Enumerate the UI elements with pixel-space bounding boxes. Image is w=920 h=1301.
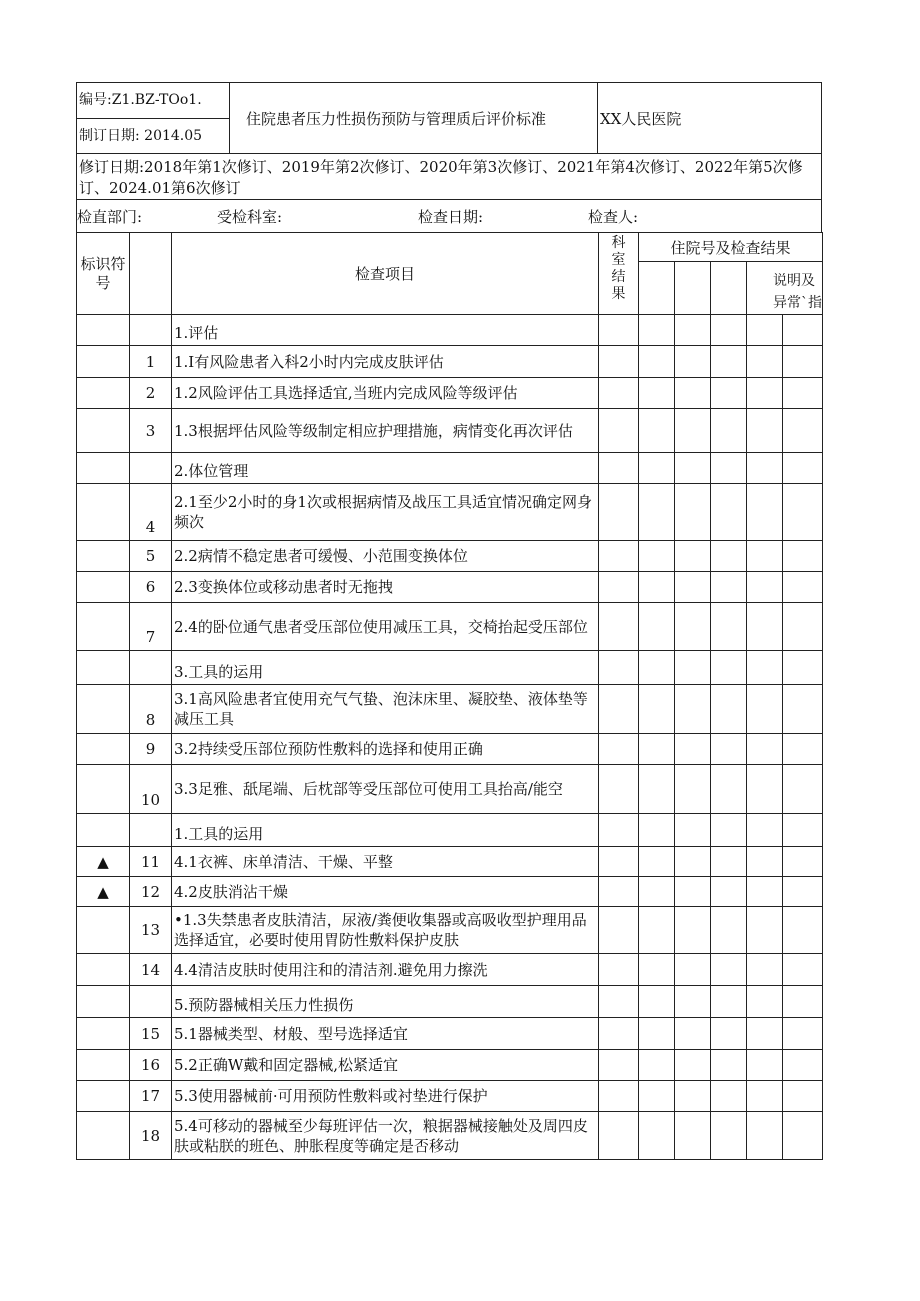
admission-result-cell[interactable] xyxy=(747,907,783,954)
check-item: 5.3使用器械前·可用预防性敷料或衬垫进行保护 xyxy=(172,1081,599,1112)
check-item: 5.1器械类型、材般、型号选择适宜 xyxy=(172,1018,599,1050)
dept-result-cell[interactable] xyxy=(599,1050,639,1081)
admission-result-cell[interactable] xyxy=(711,603,747,651)
row-number xyxy=(130,986,172,1018)
section-heading: 3.工具的运用 xyxy=(172,651,599,685)
admission-result-cell[interactable] xyxy=(639,685,675,734)
admission-result-cell[interactable] xyxy=(711,1018,747,1050)
row-number: 6 xyxy=(130,572,172,603)
admission-result-cell[interactable] xyxy=(639,651,675,685)
section-heading: 1.评估 xyxy=(172,315,599,346)
admission-result-cell[interactable] xyxy=(639,734,675,765)
row-mark xyxy=(77,907,130,954)
dept-result-cell[interactable] xyxy=(599,1081,639,1112)
row-number: 13 xyxy=(130,907,172,954)
admission-result-cell[interactable] xyxy=(639,847,675,877)
admission-result-cell[interactable] xyxy=(711,315,747,346)
admission-result-cell[interactable] xyxy=(747,765,783,814)
admission-result-cell[interactable] xyxy=(711,734,747,765)
check-item: 3.1高风险患者宜使用充气气蛰、泡沫床里、凝胶垫、液体垫等减压工具 xyxy=(172,685,599,734)
check-item: 2.2病情不稳定患者可缓慢、小范围变换体位 xyxy=(172,541,599,572)
note-cell[interactable] xyxy=(783,651,823,685)
admission-result-cell[interactable] xyxy=(639,907,675,954)
admission-result-cell[interactable] xyxy=(639,541,675,572)
row-number xyxy=(130,453,172,484)
admission-result-cell[interactable] xyxy=(675,1081,711,1112)
admission-result-cell[interactable] xyxy=(747,484,783,541)
note-cell[interactable] xyxy=(783,1112,823,1160)
note-cell[interactable] xyxy=(783,847,823,877)
note-cell[interactable] xyxy=(783,685,823,734)
row-mark xyxy=(77,453,130,484)
note-cell[interactable] xyxy=(783,378,823,409)
admission-result-cell[interactable] xyxy=(711,847,747,877)
inspection-info-row xyxy=(77,200,821,232)
admission-result-cell[interactable] xyxy=(747,877,783,907)
row-number: 17 xyxy=(130,1081,172,1112)
note-cell[interactable] xyxy=(783,814,823,847)
row-mark: ▲ xyxy=(77,877,130,907)
admission-result-cell[interactable] xyxy=(711,484,747,541)
admission-result-cell[interactable] xyxy=(711,685,747,734)
row-mark xyxy=(77,378,130,409)
row-number xyxy=(130,651,172,685)
admission-result-cell[interactable] xyxy=(747,603,783,651)
row-mark xyxy=(77,1112,130,1160)
table-row xyxy=(77,685,823,734)
note-cell[interactable] xyxy=(783,453,823,484)
admission-result-cell[interactable] xyxy=(747,651,783,685)
note-cell[interactable] xyxy=(783,907,823,954)
check-item: 4.1衣裤、床单清洁、干燥、平整 xyxy=(172,847,599,877)
admission-result-cell[interactable] xyxy=(675,1050,711,1081)
admission-result-cell[interactable] xyxy=(711,1112,747,1160)
admission-result-cell[interactable] xyxy=(639,954,675,986)
dept-result-cell[interactable] xyxy=(599,541,639,572)
section-heading: 1.工具的运用 xyxy=(172,814,599,847)
table-row xyxy=(77,847,823,877)
note-cell[interactable] xyxy=(783,346,823,378)
admission-result-cell[interactable] xyxy=(747,954,783,986)
column-header-dept-result: 科室结果 xyxy=(599,233,639,315)
admission-result-cell[interactable] xyxy=(675,877,711,907)
row-number xyxy=(130,315,172,346)
admission-result-cell[interactable] xyxy=(711,765,747,814)
admission-result-cell[interactable] xyxy=(747,378,783,409)
form-code: 编号:Z1.BZ-TOo1. xyxy=(77,83,229,119)
admission-result-cell[interactable] xyxy=(675,814,711,847)
admission-result-cell[interactable] xyxy=(711,877,747,907)
admission-result-cell[interactable] xyxy=(711,651,747,685)
admission-result-cell[interactable] xyxy=(639,877,675,907)
dept-result-cell[interactable] xyxy=(599,453,639,484)
row-number xyxy=(130,814,172,847)
admission-result-cell[interactable] xyxy=(711,541,747,572)
admission-result-cell[interactable] xyxy=(675,1112,711,1160)
row-mark xyxy=(77,346,130,378)
admission-result-cell[interactable] xyxy=(747,315,783,346)
form-title: 住院患者压力性损伤预防与管理质后评价标准 xyxy=(230,83,598,153)
dept-result-cell[interactable] xyxy=(599,315,639,346)
organization-name: XX人民医院 xyxy=(600,109,682,128)
check-item: 3.2持续受压部位预防性敷料的选择和使用正确 xyxy=(172,734,599,765)
inspect-date-label: 检查日期: xyxy=(418,207,484,226)
table-row xyxy=(77,1112,823,1160)
admission-result-cell[interactable] xyxy=(711,986,747,1018)
inspected-dept-label: 受检科室: xyxy=(217,207,283,226)
admission-result-cell[interactable] xyxy=(747,685,783,734)
admission-result-cell[interactable] xyxy=(675,765,711,814)
table-row xyxy=(77,765,823,814)
admission-result-cell[interactable] xyxy=(711,453,747,484)
row-number: 10 xyxy=(130,765,172,814)
admission-result-cell[interactable] xyxy=(747,1050,783,1081)
admission-result-cell[interactable] xyxy=(747,541,783,572)
admission-result-cell[interactable] xyxy=(675,484,711,541)
section-heading: 5.预防器械相关压力性损伤 xyxy=(172,986,599,1018)
row-number: 8 xyxy=(130,685,172,734)
admission-result-cell[interactable] xyxy=(711,346,747,378)
check-item: 5.2正确W戴和固定器械,松紧适宜 xyxy=(172,1050,599,1081)
row-number: 5 xyxy=(130,541,172,572)
note-cell[interactable] xyxy=(783,986,823,1018)
check-item: 1.I有风险患者入科2小时内完成皮肤评估 xyxy=(172,346,599,378)
row-number: 18 xyxy=(130,1112,172,1160)
dept-result-cell[interactable] xyxy=(599,907,639,954)
table-row xyxy=(77,603,823,651)
row-mark xyxy=(77,572,130,603)
note-cell[interactable] xyxy=(783,1081,823,1112)
table-row xyxy=(77,378,823,409)
admission-result-cell[interactable] xyxy=(639,603,675,651)
dept-result-cell[interactable] xyxy=(599,346,639,378)
admission-result-cell[interactable] xyxy=(639,765,675,814)
dept-result-cell[interactable] xyxy=(599,603,639,651)
column-header-admission-result: 住院号及检查结果 xyxy=(639,233,823,262)
note-cell[interactable] xyxy=(783,954,823,986)
note-cell[interactable] xyxy=(783,734,823,765)
row-mark xyxy=(77,765,130,814)
table-row xyxy=(77,1081,823,1112)
admission-result-cell[interactable] xyxy=(747,572,783,603)
table-row xyxy=(77,907,823,954)
note-cell[interactable] xyxy=(783,603,823,651)
section-heading: 2.体位管理 xyxy=(172,453,599,484)
admission-result-cell[interactable] xyxy=(639,378,675,409)
admission-result-cell[interactable] xyxy=(711,378,747,409)
table-row xyxy=(77,1018,823,1050)
table-row xyxy=(77,651,823,685)
row-number: 15 xyxy=(130,1018,172,1050)
admission-result-cell[interactable] xyxy=(639,484,675,541)
dept-result-cell[interactable] xyxy=(599,1018,639,1050)
row-number: 12 xyxy=(130,877,172,907)
dept-result-cell[interactable] xyxy=(599,378,639,409)
dept-result-cell[interactable] xyxy=(599,734,639,765)
row-mark xyxy=(77,315,130,346)
admission-result-cell[interactable] xyxy=(711,814,747,847)
check-item: •1.3失禁患者皮肤清洁，尿液/粪便收集器或高吸收型护理用品选择适宜，必要时使用胃防性敷料保护皮肤 xyxy=(172,907,599,954)
row-number: 2 xyxy=(130,378,172,409)
table-row xyxy=(77,453,823,484)
admission-result-cell[interactable] xyxy=(675,734,711,765)
admission-result-cell[interactable] xyxy=(675,603,711,651)
admission-result-cell[interactable] xyxy=(675,685,711,734)
inspection-table xyxy=(76,232,823,1160)
admission-result-cell[interactable] xyxy=(639,1081,675,1112)
table-row xyxy=(77,541,823,572)
admission-col-2 xyxy=(675,262,711,315)
admission-result-cell[interactable] xyxy=(639,346,675,378)
admission-result-cell[interactable] xyxy=(747,1112,783,1160)
table-row xyxy=(77,734,823,765)
check-item: 2.3变换体位或移动患者时无拖拽 xyxy=(172,572,599,603)
column-header-number xyxy=(130,233,172,315)
note-cell[interactable] xyxy=(783,315,823,346)
row-number: 1 xyxy=(130,346,172,378)
admission-col-3 xyxy=(711,262,747,315)
check-item: 4.2皮肤消沾干燥 xyxy=(172,877,599,907)
made-date: 制订日期: 2014.05 xyxy=(79,128,203,144)
row-number: 14 xyxy=(130,954,172,986)
column-header-mark: 标识符号 xyxy=(77,233,130,315)
admission-result-cell[interactable] xyxy=(747,734,783,765)
revision-history: 修订日期:2018年第1次修订、2019年第2次修订、2020年第3次修订、2021年第4次修订、2022年第5次修订、2024.01第6次修订 xyxy=(77,154,821,200)
form-header xyxy=(76,82,822,232)
admission-result-cell[interactable] xyxy=(675,453,711,484)
table-row xyxy=(77,814,823,847)
admission-result-cell[interactable] xyxy=(747,814,783,847)
admission-result-cell[interactable] xyxy=(639,315,675,346)
admission-result-cell[interactable] xyxy=(747,409,783,453)
admission-result-cell[interactable] xyxy=(711,954,747,986)
check-item: 2.4的卧位通气患者受压部位使用减压工具，交椅抬起受压部位 xyxy=(172,603,599,651)
note-cell[interactable] xyxy=(783,877,823,907)
dept-result-cell[interactable] xyxy=(599,954,639,986)
row-mark xyxy=(77,603,130,651)
row-number: 4 xyxy=(130,484,172,541)
table-row xyxy=(77,409,823,453)
admission-result-cell[interactable] xyxy=(747,847,783,877)
dept-result-cell[interactable] xyxy=(599,877,639,907)
admission-result-cell[interactable] xyxy=(675,954,711,986)
dept-result-cell[interactable] xyxy=(599,986,639,1018)
admission-col-1 xyxy=(639,262,675,315)
admission-result-cell[interactable] xyxy=(639,1112,675,1160)
admission-result-cell[interactable] xyxy=(639,453,675,484)
dept-result-cell[interactable] xyxy=(599,409,639,453)
table-row xyxy=(77,484,823,541)
row-number: 16 xyxy=(130,1050,172,1081)
row-mark xyxy=(77,484,130,541)
admission-result-cell[interactable] xyxy=(675,541,711,572)
admission-result-cell[interactable] xyxy=(675,907,711,954)
note-cell[interactable] xyxy=(783,409,823,453)
admission-result-cell[interactable] xyxy=(675,986,711,1018)
dept-result-cell[interactable] xyxy=(599,1112,639,1160)
row-mark xyxy=(77,954,130,986)
dept-result-cell[interactable] xyxy=(599,765,639,814)
inspect-dept-label: 检直部门: xyxy=(77,207,143,226)
quality-evaluation-form xyxy=(76,82,822,1160)
table-row xyxy=(77,572,823,603)
row-mark xyxy=(77,1018,130,1050)
note-cell[interactable] xyxy=(783,765,823,814)
dept-result-cell[interactable] xyxy=(599,847,639,877)
admission-result-cell[interactable] xyxy=(639,814,675,847)
note-cell[interactable] xyxy=(783,1050,823,1081)
row-mark: ▲ xyxy=(77,847,130,877)
admission-result-cell[interactable] xyxy=(639,409,675,453)
admission-result-cell[interactable] xyxy=(711,907,747,954)
admission-result-cell[interactable] xyxy=(675,315,711,346)
table-row xyxy=(77,346,823,378)
note-cell[interactable] xyxy=(783,484,823,541)
row-mark xyxy=(77,541,130,572)
admission-result-cell[interactable] xyxy=(711,409,747,453)
column-header-item: 检查项目 xyxy=(172,233,599,315)
admission-result-cell[interactable] xyxy=(711,1050,747,1081)
dept-result-cell[interactable] xyxy=(599,651,639,685)
inspector-label: 检查人: xyxy=(588,207,639,226)
admission-result-cell[interactable] xyxy=(675,1018,711,1050)
admission-result-cell[interactable] xyxy=(675,651,711,685)
check-item: 1.3根据坪估风险等级制定相应护理措施，病情变化再次评估 xyxy=(172,409,599,453)
row-mark xyxy=(77,986,130,1018)
row-number: 3 xyxy=(130,409,172,453)
note-cell[interactable] xyxy=(783,572,823,603)
row-number: 7 xyxy=(130,603,172,651)
check-item: 4.4清洁皮肤时使用注和的清洁剂.避免用力擦洗 xyxy=(172,954,599,986)
admission-result-cell[interactable] xyxy=(675,847,711,877)
admission-result-cell[interactable] xyxy=(747,986,783,1018)
row-number: 9 xyxy=(130,734,172,765)
row-mark xyxy=(77,814,130,847)
dept-result-cell[interactable] xyxy=(599,814,639,847)
table-row xyxy=(77,954,823,986)
check-item: 5.4可移动的器械至少每班评估一次，粮据器械接触处及周四皮肤或粘朕的班色、肿胀程度等确定是否移动 xyxy=(172,1112,599,1160)
dept-result-cell[interactable] xyxy=(599,685,639,734)
row-mark xyxy=(77,1081,130,1112)
admission-result-cell[interactable] xyxy=(639,1050,675,1081)
row-number: 11 xyxy=(130,847,172,877)
admission-result-cell[interactable] xyxy=(675,409,711,453)
row-mark xyxy=(77,1050,130,1081)
admission-result-cell[interactable] xyxy=(711,1081,747,1112)
table-row xyxy=(77,986,823,1018)
column-header-note: 说明及异常`指 xyxy=(747,262,823,315)
admission-result-cell[interactable] xyxy=(675,378,711,409)
table-row xyxy=(77,315,823,346)
check-item: 1.2风险评估工具选择适宜,当班内完成风险等级评估 xyxy=(172,378,599,409)
note-cell[interactable] xyxy=(783,1018,823,1050)
admission-result-cell[interactable] xyxy=(675,346,711,378)
row-mark xyxy=(77,409,130,453)
admission-result-cell[interactable] xyxy=(747,346,783,378)
admission-result-cell[interactable] xyxy=(747,1081,783,1112)
note-cell[interactable] xyxy=(783,541,823,572)
admission-result-cell[interactable] xyxy=(639,572,675,603)
admission-result-cell[interactable] xyxy=(711,572,747,603)
check-item: 3.3足雅、舐尾端、后枕部等受压部位可使用工具抬高/能空 xyxy=(172,765,599,814)
admission-result-cell[interactable] xyxy=(675,572,711,603)
dept-result-cell[interactable] xyxy=(599,572,639,603)
admission-result-cell[interactable] xyxy=(747,453,783,484)
admission-result-cell[interactable] xyxy=(639,986,675,1018)
row-mark xyxy=(77,685,130,734)
dept-result-cell[interactable] xyxy=(599,484,639,541)
row-mark xyxy=(77,651,130,685)
admission-result-cell[interactable] xyxy=(747,1018,783,1050)
table-row xyxy=(77,877,823,907)
row-mark xyxy=(77,734,130,765)
admission-result-cell[interactable] xyxy=(639,1018,675,1050)
check-item: 2.1至少2小时的身1次或根据病情及战压工具适宜情况确定网身频次 xyxy=(172,484,599,541)
table-row xyxy=(77,1050,823,1081)
